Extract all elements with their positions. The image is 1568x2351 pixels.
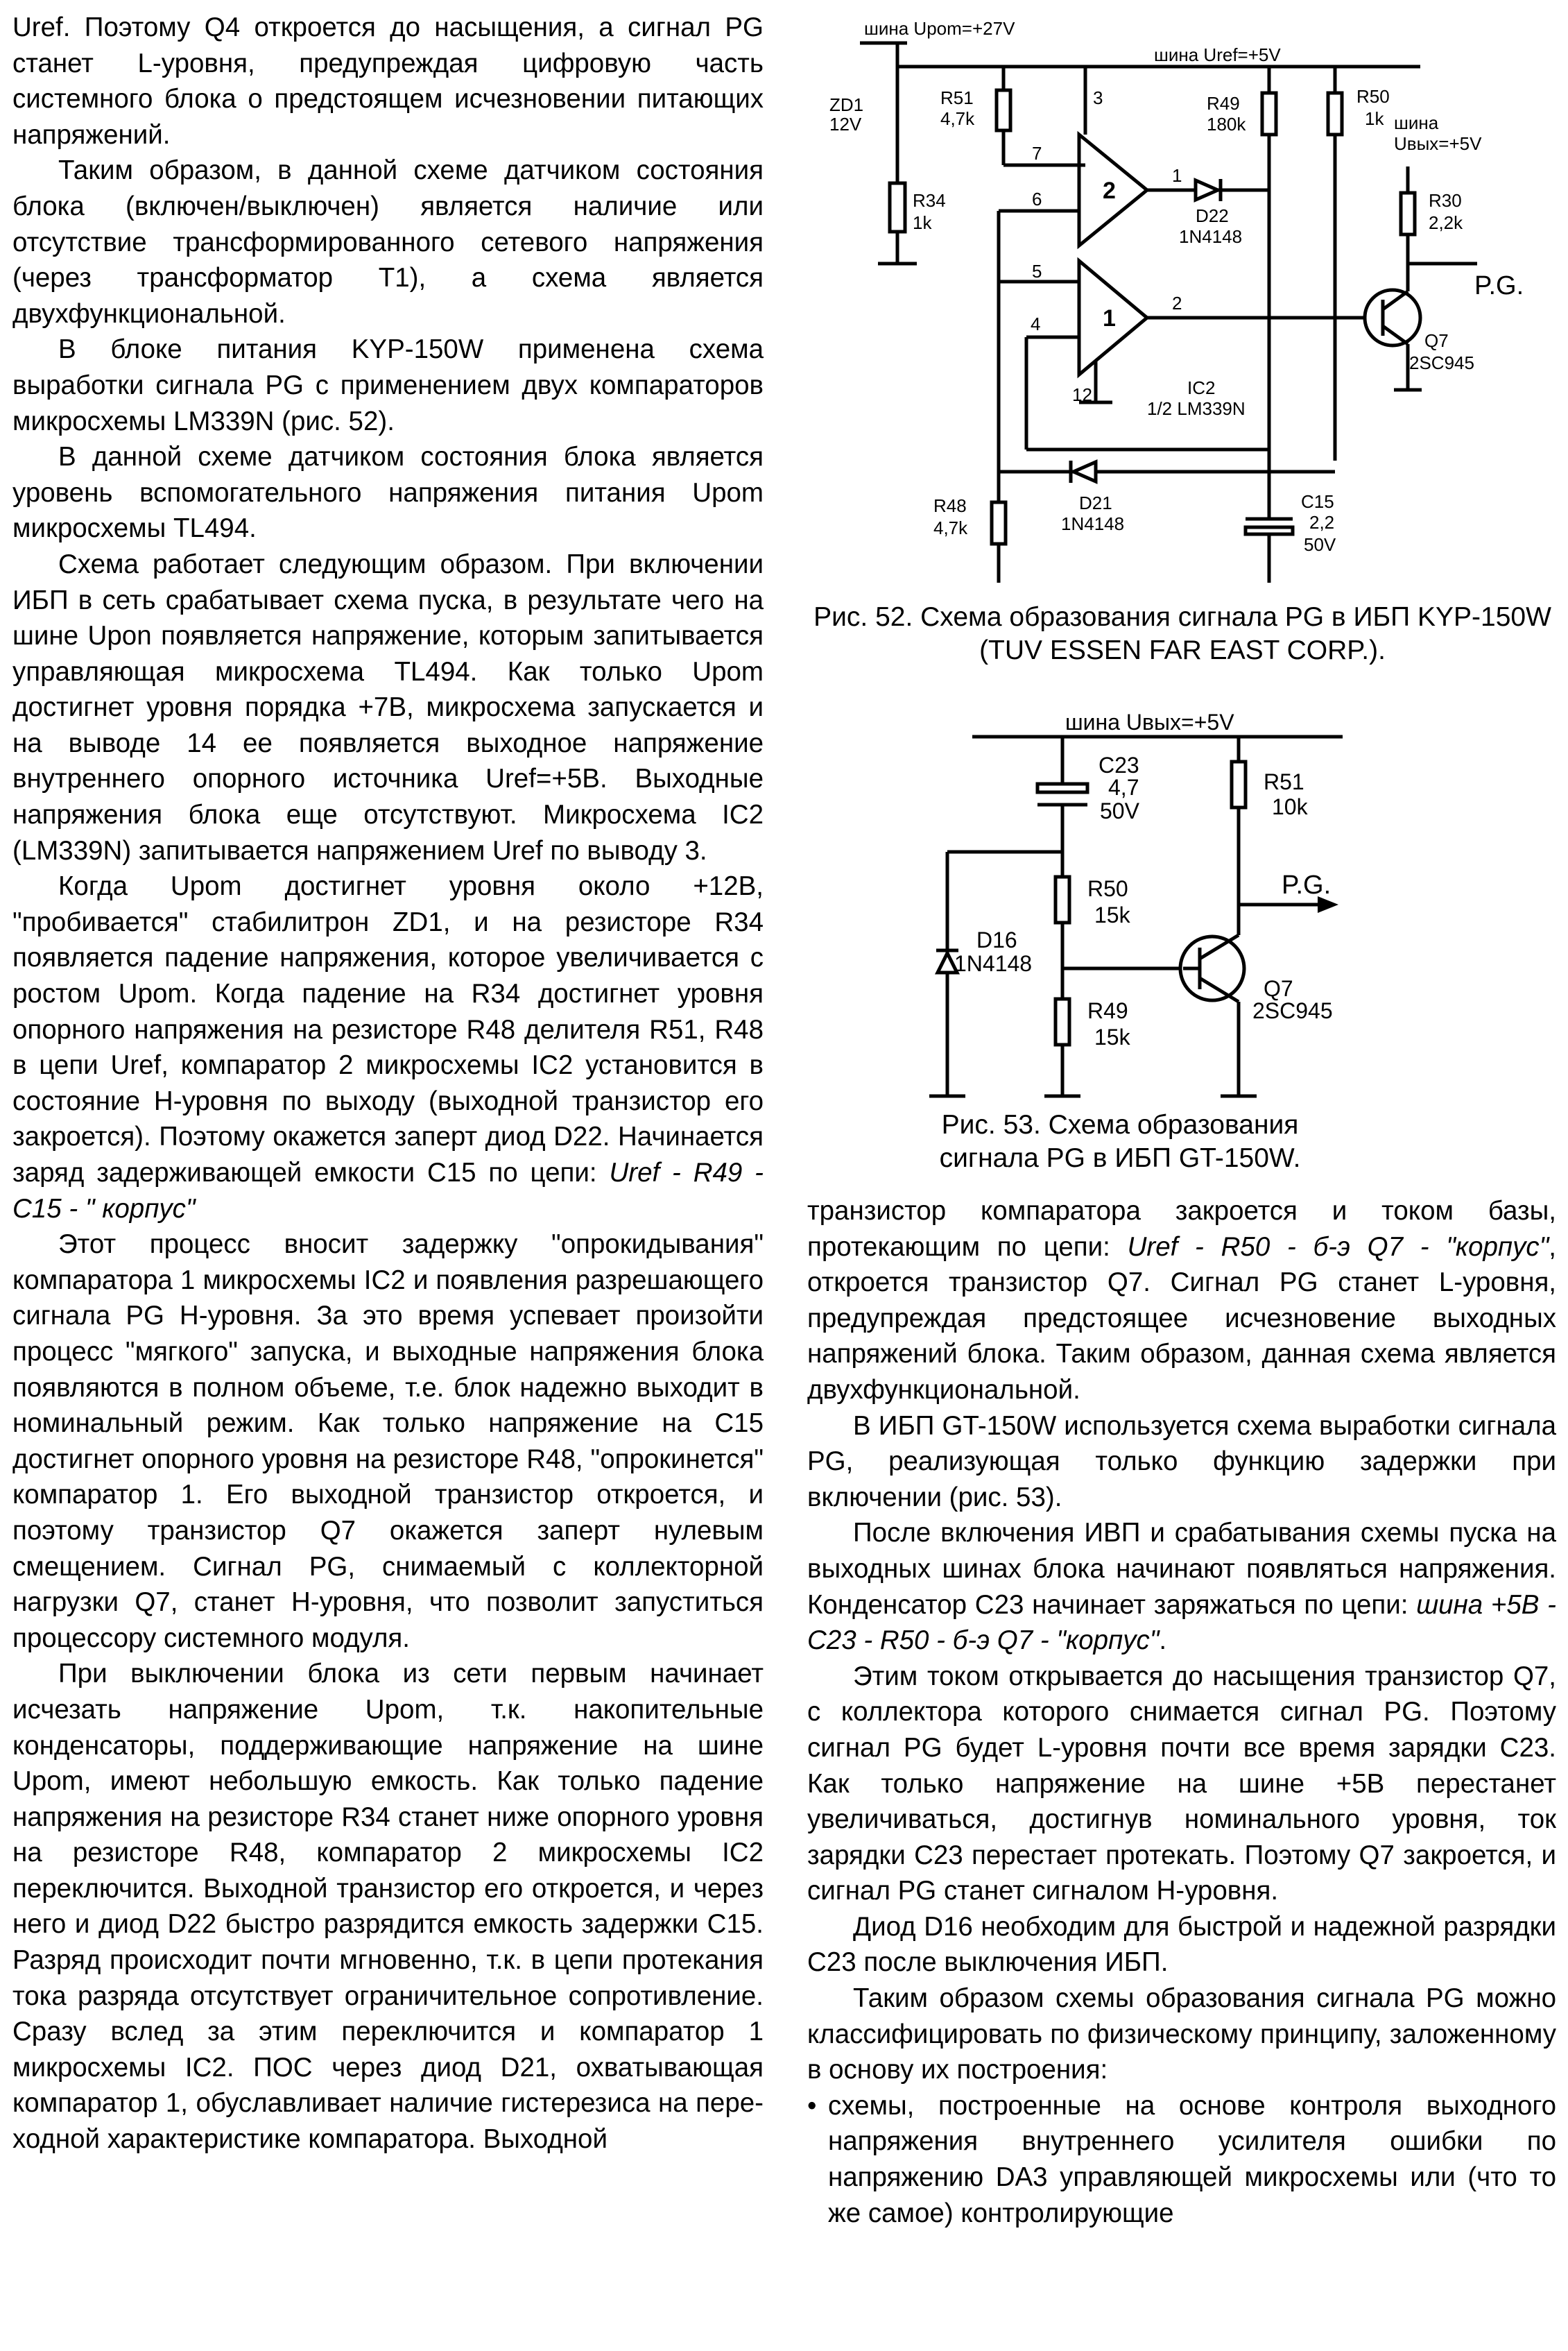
r51-value: 4,7k (940, 108, 975, 129)
italic-chain: Uref - R50 - б-э Q7 - "корпус" (1127, 1231, 1549, 1262)
q7-name: Q7 (1424, 330, 1449, 351)
paragraph: Этим током открывается до насыщения транзистор Q7, с коллектора которого снимается сигнал PG. Поэтому сигнал PG будет L-уровня почти все время зарядки C23. Как только напряжение на шине +5В перестанет увеличиваться, достигнув номинального уровня, ток зарядки C23 перестает протекать. Поэтому Q7 закроется, и сигнал PG станет сигналом H-уровня. (807, 1661, 1556, 1906)
bus-uref-label: шина Uref=+5V (1154, 44, 1281, 65)
pin-6: 6 (1032, 189, 1042, 210)
ic2-name: IC2 (1187, 377, 1216, 398)
italic-chain: Uref - R49 - C15 - " корпус" (12, 1158, 764, 1224)
paragraph-text: Когда Upom достигнет уровня около +12В, "пробивается" стабилитрон ZD1, и на резисторе R34 появляется падение напряжения, которое увеличивается с ростом Upom. Когда падение на R34 достигнет уровня опорного напряжения на резисторе R48 делителя R51, R48 в цепи Uref, компаратор 2 микросхемы IC2 установится в состояние H-уровня по выходу (выходной транзистор его закроется). Поэтому окажется заперт диод D22. Начинается заряд задерживающей емкости C15 по цепи: (12, 871, 764, 1188)
pg-output-label: P.G. (1282, 871, 1332, 900)
pin-1: 1 (1172, 165, 1182, 186)
figure-52-schematic (804, 0, 1568, 604)
r49-value: 180k (1207, 114, 1246, 135)
comparator-2-label: 2 (1103, 178, 1116, 204)
d21-value: 1N4148 (1061, 513, 1125, 534)
right-text-column (807, 1193, 1556, 2231)
r48-name: R48 (933, 495, 967, 516)
paragraph: Диод D16 необходим для быстрой и надежной разрядки C23 после выключения ИБП. (807, 1911, 1556, 1978)
r49-name: R49 (1207, 93, 1240, 114)
caption-line: сигнала PG в ИБП GT-150W. (939, 1143, 1301, 1173)
d16-name: D16 (976, 927, 1017, 952)
figure-53-schematic (804, 666, 1568, 1110)
bus-label: шина Uвых=+5V (1065, 710, 1234, 735)
r30-name: R30 (1429, 190, 1462, 211)
bus-uout-label-1: шина (1394, 112, 1439, 133)
paragraph (807, 1515, 1556, 1658)
r51-name: R51 (940, 87, 974, 108)
pin-4: 4 (1031, 314, 1041, 334)
c23-name: C23 (1099, 753, 1139, 778)
r34-name: R34 (913, 190, 946, 211)
paragraph: Uref. Поэтому Q4 откроется до насыщения, а сигнал PG станет L-уровня, предупреждая цифровую часть системного блока о предстоящем исчезновении питающих напряжений. (12, 12, 764, 150)
pin-2: 2 (1172, 293, 1182, 314)
paragraph: В данной схеме датчиком состояния блока является уровень вспомогательного напряжения питания Upom микросхемы TL494. (12, 442, 764, 544)
paragraph-text: . (1159, 1625, 1167, 1656)
zd1-value: 12V (829, 114, 862, 135)
paragraph: Схема работает следующим образом. При включении ИБП в сеть срабатывает схема пуска, в результате чего на шине Upon появляется напряжение, которым запитывается управляющая микросхема TL494. Как только Upom достигнет уровня порядка +7В, микросхема запускается и на выводе 14 ее появляется выходное напряжение внутреннего опорного источника Uref=+5В. Выходные напряжения блока еще отсутствуют. Микросхема IC2 (LM339N) запитывается напряжением Uref по выводу 3. (12, 549, 764, 866)
r51-name: R51 (1264, 769, 1304, 794)
paragraph (807, 1193, 1556, 1408)
c15-value: 2,2 (1309, 512, 1335, 533)
paragraph-text: , откроется транзистор Q7. Сигнал PG станет L-уровня, предупреждая предстоящее исчезновение выходных напряжений блока. Таким образом, данная схема является двухфункциональной. (807, 1231, 1556, 1405)
comparator-1-label: 1 (1103, 305, 1116, 332)
bus-uout-label-2: Uвых=+5V (1394, 133, 1482, 154)
pin-5: 5 (1032, 261, 1042, 282)
d22-name: D22 (1196, 205, 1229, 226)
paragraph-text: транзистор компаратора закроется и током базы, протекающим по цепи: (807, 1196, 1556, 1262)
italic-chain: шина +5В - C23 - R50 - б-э Q7 - "корпус" (807, 1589, 1557, 1656)
d16-value: 1N4148 (954, 951, 1033, 976)
bus-upom-label: шина Upom=+27V (864, 18, 1015, 39)
caption-line: Рис. 53. Схема образования (941, 1110, 1299, 1140)
r49-value: 15k (1094, 1025, 1130, 1050)
r50-name: R50 (1356, 86, 1390, 107)
d21-name: D21 (1079, 493, 1112, 513)
paragraph: В ИБП GT-150W используется схема выработки сигнала PG, реализующая только функцию задержки при включении (рис. 53). (807, 1410, 1556, 1512)
r51-value: 10k (1272, 794, 1308, 819)
c15-voltage: 50V (1304, 534, 1336, 555)
q7-name: Q7 (1264, 976, 1293, 1001)
r50-name: R50 (1087, 876, 1128, 901)
c23-value: 4,7 (1108, 775, 1139, 800)
q7-value: 2SC945 (1252, 998, 1333, 1023)
paragraph: При выключении блока из сети первым начинает исчезать напряжение Upom, т.к. накопительные конденсаторы, поддерживающие напряжение на шине Upom, имеют небольшую емкость. Как только падение напряжения на резисторе R34 станет ниже опорного уровня на резисторе R48, компаратор 2 микросхемы IC2 переключится. Выходной транзистор его откроется, и через него и диод D22 быстро разрядится емкость задержки C15. Разряд происходит почти мгновенно, т.к. в цепи протекания тока разряда отсутствует ограничительное сопротивление. Сразу вслед за этим переключится и компаратор 1 микросхемы IC2. ПОС через диод D21, охватывающая компаратор 1, обуславливает наличие гистерезиса на переходной характеристике компаратора. Выходной (12, 1659, 764, 2155)
pin-12: 12 (1072, 384, 1092, 405)
pg-output-label: P.G. (1474, 271, 1524, 300)
pin-3: 3 (1093, 87, 1103, 108)
pin-7: 7 (1032, 143, 1042, 164)
figure-53-caption (818, 1109, 1422, 1175)
q7-value: 2SC945 (1409, 352, 1474, 373)
figure-52-caption: Рис. 52. Схема образования сигнала PG в ИБП KYP-150W (TUV ESSEN FAR EAST CORP.). (813, 602, 1551, 665)
paragraph: Этот процесс вносит задержку "опрокидывания" компаратора 1 микросхемы IC2 и появления разрешающего сигнала PG H-уровня. За это время успевает произойти процесс "мягкого" запуска, и выходные напряжения блока появляются в полном объеме, т.е. блок надежно выходит в номинальный режим. Как только напряжение на C15 достигнет опорного уровня на резисторе R48, "опрокинется" компаратор 1. Его выходной транзистор откроется, и поэтому транзистор Q7 окажется заперт нулевым смещением. Сигнал PG, снимаемый с коллекторной нагрузки Q7, станет H-уровня, что позволит запуститься процессору системного модуля. (12, 1229, 764, 1653)
ic2-value: 1/2 LM339N (1147, 398, 1246, 419)
left-text-column (12, 10, 764, 2157)
r49-name: R49 (1087, 998, 1128, 1023)
paragraph: Таким образом схемы образования сигнала PG можно классифицировать по физическому принципу, заложенному в основу их построения: (807, 1983, 1556, 2085)
d22-value: 1N4148 (1179, 226, 1243, 247)
paragraph-text: После включения ИВП и срабатывания схемы пуска на выходных шинах блока начинают появляться напряжения. Конденсатор C23 начинает заряжаться по цепи: (807, 1518, 1556, 1620)
r30-value: 2,2k (1429, 212, 1463, 233)
r48-value: 4,7k (933, 518, 968, 538)
bullet-item: • схемы, построенные на основе контроля выходного напряжения внутреннего усилителя ошибки по напряжению DA3 управляющей микросхемы или (что то же самое) контролирующие (807, 2088, 1556, 2231)
c23-voltage: 50V (1100, 798, 1139, 823)
paragraph (12, 869, 764, 1226)
zd1-name: ZD1 (829, 94, 864, 115)
r34-value: 1k (913, 212, 932, 233)
paragraph: В блоке питания KYP-150W применена схема выработки сигнала PG с применением двух компараторов микросхемы LM339N (рис. 52). (12, 334, 764, 436)
r50-value: 1k (1365, 108, 1384, 129)
r50-value: 15k (1094, 903, 1130, 927)
paragraph: Таким образом, в данной схеме датчиком состояния блока (включен/выключен) является наличие или отсутствие трансформированного сетевого напряжения (через трансформатор T1), а схема является двухфункциональной. (12, 155, 764, 329)
c15-name: C15 (1301, 491, 1334, 512)
